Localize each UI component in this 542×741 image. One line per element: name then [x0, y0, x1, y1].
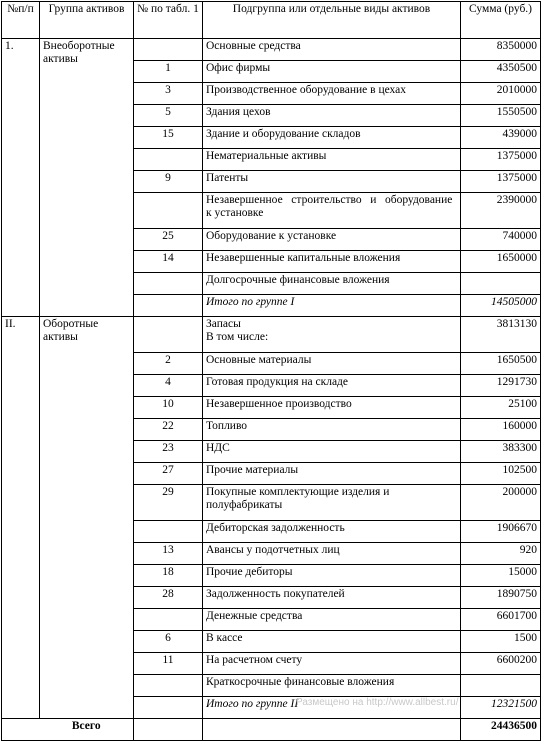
amount-cell: 1906670	[461, 521, 541, 543]
asset-name-cell: Покупные комплектующие изделия и полуфабрикаты	[203, 485, 461, 521]
table-ref-cell: 3	[134, 83, 203, 105]
table-ref-cell	[134, 39, 203, 61]
amount-cell: 1650500	[461, 353, 541, 375]
assets-table	[1, 1, 541, 741]
asset-name-cell: Долгосрочные финансовые вложения	[203, 273, 461, 295]
table-ref-cell: 9	[134, 171, 203, 193]
section-number: II.	[2, 317, 40, 719]
table-ref-cell: 4	[134, 375, 203, 397]
table-ref-cell: 5	[134, 105, 203, 127]
table-ref-cell: 1	[134, 61, 203, 83]
asset-name-cell: Прочие материалы	[203, 463, 461, 485]
asset-name-cell: Основные материалы	[203, 353, 461, 375]
amount-cell: 160000	[461, 419, 541, 441]
amount-cell: 4350500	[461, 61, 541, 83]
table-ref-cell: 22	[134, 419, 203, 441]
table-row	[2, 317, 541, 353]
amount-cell: 102500	[461, 463, 541, 485]
asset-name-cell: Оборудование к установке	[203, 229, 461, 251]
asset-name-cell: Запасы В том числе:	[203, 317, 461, 353]
total-sum: 24436500	[461, 719, 541, 741]
table-ref-cell: 10	[134, 397, 203, 419]
amount-cell: 1650000	[461, 251, 541, 273]
table-ref-cell: 29	[134, 485, 203, 521]
amount-cell: 1550500	[461, 105, 541, 127]
asset-name-cell: Незавершенное строительство и оборудование к установке	[203, 193, 461, 229]
amount-cell: 25100	[461, 397, 541, 419]
asset-name-cell: Денежные средства	[203, 609, 461, 631]
table-row	[2, 39, 541, 61]
table-ref-cell: 28	[134, 587, 203, 609]
table-ref-cell	[134, 149, 203, 171]
section-number: 1.	[2, 39, 40, 317]
header-row	[2, 2, 541, 39]
amount-cell: 740000	[461, 229, 541, 251]
table-ref-cell: 15	[134, 127, 203, 149]
asset-name-cell: Дебиторская задолженность	[203, 521, 461, 543]
amount-cell: 1291730	[461, 375, 541, 397]
asset-name-cell: Готовая продукция на складе	[203, 375, 461, 397]
asset-name-cell: Здание и оборудование складов	[203, 127, 461, 149]
amount-cell: 1375000	[461, 171, 541, 193]
table-ref-cell: 23	[134, 441, 203, 463]
asset-name-cell: Итого по группе II	[203, 697, 461, 719]
amount-cell: 2390000	[461, 193, 541, 229]
table-ref-cell: 25	[134, 229, 203, 251]
table-ref-cell: 14	[134, 251, 203, 273]
asset-name-cell: Производственное оборудование в цехах	[203, 83, 461, 105]
asset-name-cell: Основные средства	[203, 39, 461, 61]
amount-cell: 14505000	[461, 295, 541, 317]
amount-cell: 15000	[461, 565, 541, 587]
table-ref-cell	[134, 521, 203, 543]
amount-cell: 1890750	[461, 587, 541, 609]
asset-name-cell: Нематериальные активы	[203, 149, 461, 171]
table-ref-cell	[134, 273, 203, 295]
asset-name-cell: Здания цехов	[203, 105, 461, 127]
header-num: №п/п	[2, 2, 40, 39]
table-ref-cell	[134, 609, 203, 631]
table-ref-cell: 6	[134, 631, 203, 653]
table-ref-cell: 18	[134, 565, 203, 587]
watermark: Размещено на http://www.allbest.ru/	[296, 697, 459, 708]
amount-cell: 12321500	[461, 697, 541, 719]
table-ref-cell	[134, 697, 203, 719]
amount-cell: 8350000	[461, 39, 541, 61]
amount-cell	[461, 675, 541, 697]
amount-cell: 1500	[461, 631, 541, 653]
header-table-no: № по табл. 1	[134, 2, 203, 39]
asset-name-cell: На расчетном счету	[203, 653, 461, 675]
asset-name-cell: Итого по группе I	[203, 295, 461, 317]
table-ref-cell: 2	[134, 353, 203, 375]
table-ref-cell: 13	[134, 543, 203, 565]
header-sum: Сумма (руб.)	[461, 2, 541, 39]
amount-cell: 920	[461, 543, 541, 565]
table-ref-cell: 27	[134, 463, 203, 485]
total-label: Всего	[40, 719, 134, 741]
table-ref-cell	[134, 295, 203, 317]
amount-cell: 2010000	[461, 83, 541, 105]
asset-name-cell: Задолженность покупателей	[203, 587, 461, 609]
table-ref-cell: 11	[134, 653, 203, 675]
amount-cell: 200000	[461, 485, 541, 521]
table-ref-cell	[134, 317, 203, 353]
table-ref-cell	[134, 193, 203, 229]
amount-cell: 3813130	[461, 317, 541, 353]
section-group: Внеоборотные активы	[40, 39, 134, 317]
asset-name-cell: Незавершенное производство	[203, 397, 461, 419]
asset-name-cell: Незавершенные капитальные вложения	[203, 251, 461, 273]
asset-name-cell: Краткосрочные финансовые вложения	[203, 675, 461, 697]
section-group: Оборотные активы	[40, 317, 134, 719]
amount-cell: 6601700	[461, 609, 541, 631]
total-row	[2, 719, 541, 741]
amount-cell: 439000	[461, 127, 541, 149]
asset-name-cell: Авансы у подотчетных лиц	[203, 543, 461, 565]
header-subgroup: Подгруппа или отдельные виды активов	[203, 2, 461, 39]
asset-name-cell: Прочие дебиторы	[203, 565, 461, 587]
asset-name-cell: Офис фирмы	[203, 61, 461, 83]
header-group: Группа активов	[40, 2, 134, 39]
amount-cell: 1375000	[461, 149, 541, 171]
amount-cell: 383300	[461, 441, 541, 463]
amount-cell: 6600200	[461, 653, 541, 675]
table-ref-cell	[134, 675, 203, 697]
asset-name-cell: Патенты	[203, 171, 461, 193]
table-body	[2, 39, 541, 719]
asset-name-cell: В кассе	[203, 631, 461, 653]
amount-cell	[461, 273, 541, 295]
asset-name-cell: НДС	[203, 441, 461, 463]
asset-name-cell: Топливо	[203, 419, 461, 441]
